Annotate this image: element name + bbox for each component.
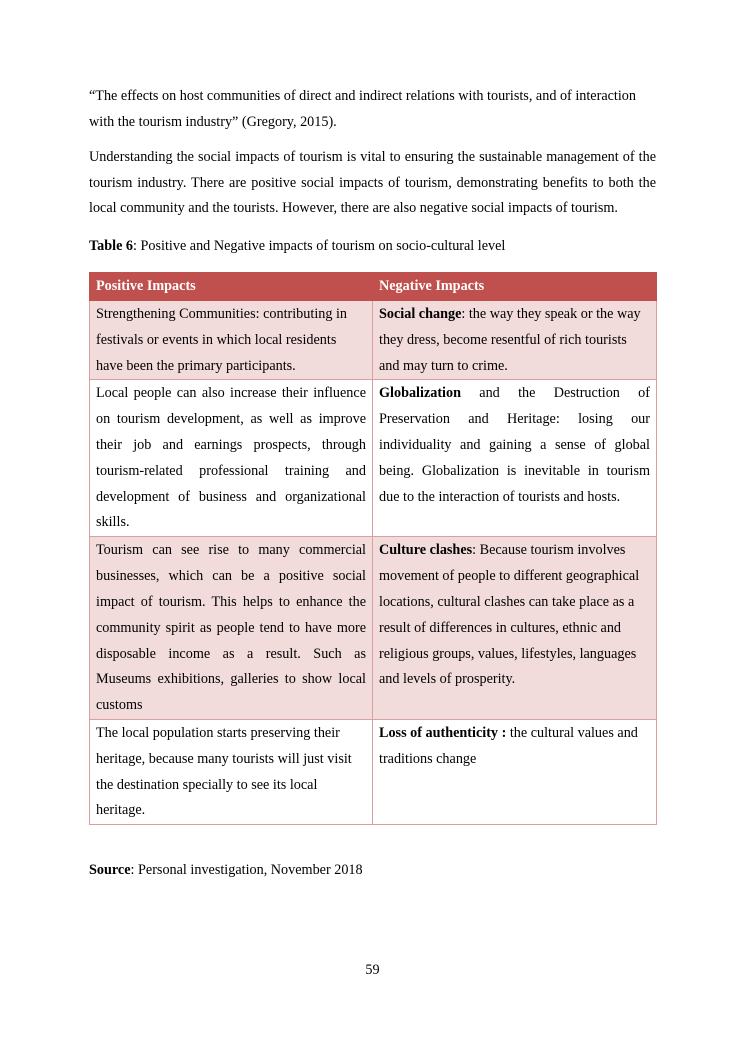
positive-cell: Tourism can see rise to many commercial businesses, which can be a positive social impact of tourism. This helps to enhance the community spirit as people tend to have more disposable income as a result. Such as Museums exhibitions, galleries to show local customs xyxy=(90,537,373,720)
caption-text: : Positive and Negative impacts of tourism on socio-cultural level xyxy=(133,237,506,254)
table-row xyxy=(90,537,657,720)
caption-label: Table 6 xyxy=(89,237,134,254)
negative-description: the cultural values and traditions change xyxy=(379,724,638,767)
source-text: : Personal investigation, November 2018 xyxy=(130,862,363,879)
positive-cell: Strengthening Communities: contributing in festivals or events in which local residents have been the primary participants. xyxy=(90,301,373,380)
positive-cell: The local population starts preserving their heritage, because many tourists will just visit the destination specially to see its local heritage. xyxy=(90,719,373,824)
header-positive: Positive Impacts xyxy=(90,273,373,301)
source-line xyxy=(89,858,656,884)
intro-paragraph: Understanding the social impacts of tourism is vital to ensuring the sustainable management of the tourism industry. There are positive social impacts of tourism, demonstrating benefits to both the local community and the tourists. However, there are also negative social impacts of tourism. xyxy=(89,149,656,216)
table-header-row xyxy=(90,273,657,301)
table-caption xyxy=(89,234,656,260)
negative-term: Loss of authenticity : xyxy=(379,724,507,741)
quote-paragraph: “The effects on host communities of direct and indirect relations with tourists, and of interaction with the tourism industry” (Gregory, 2015). xyxy=(89,88,636,130)
negative-cell xyxy=(373,537,657,720)
table-row xyxy=(90,380,657,537)
impacts-table xyxy=(89,272,657,825)
negative-cell xyxy=(373,719,657,824)
negative-term: Culture clashes xyxy=(379,542,473,559)
source-label: Source xyxy=(89,862,131,879)
positive-cell: Local people can also increase their influence on tourism development, as well as improve their job and earnings prospects, through tourism-related professional training and development of business and organizational skills. xyxy=(90,380,373,537)
negative-cell xyxy=(373,301,657,380)
page-number: 59 xyxy=(365,962,380,978)
table-row xyxy=(90,719,657,824)
header-negative: Negative Impacts xyxy=(373,273,657,301)
negative-term: Social change xyxy=(379,306,462,322)
negative-term: Globalization xyxy=(379,385,461,402)
negative-description: : Because tourism involves movement of people to different geographical locations, cultural clashes can take place as a result of differences in cultures, ethnic and religious groups, values, lifestyles, languages and levels of prosperity. xyxy=(379,542,640,688)
page-content xyxy=(89,84,656,884)
negative-cell xyxy=(373,380,657,537)
negative-description: and the Destruction of Preservation and Heritage: losing our individuality and gaining a sense of global being. Globalization is inevitable in tourism due to the interaction of tourists and hosts. xyxy=(379,385,650,505)
table-row xyxy=(90,301,657,380)
negative-description: : the way they speak or the way they dress, become resentful of rich tourists and may turn to crime. xyxy=(379,306,641,374)
